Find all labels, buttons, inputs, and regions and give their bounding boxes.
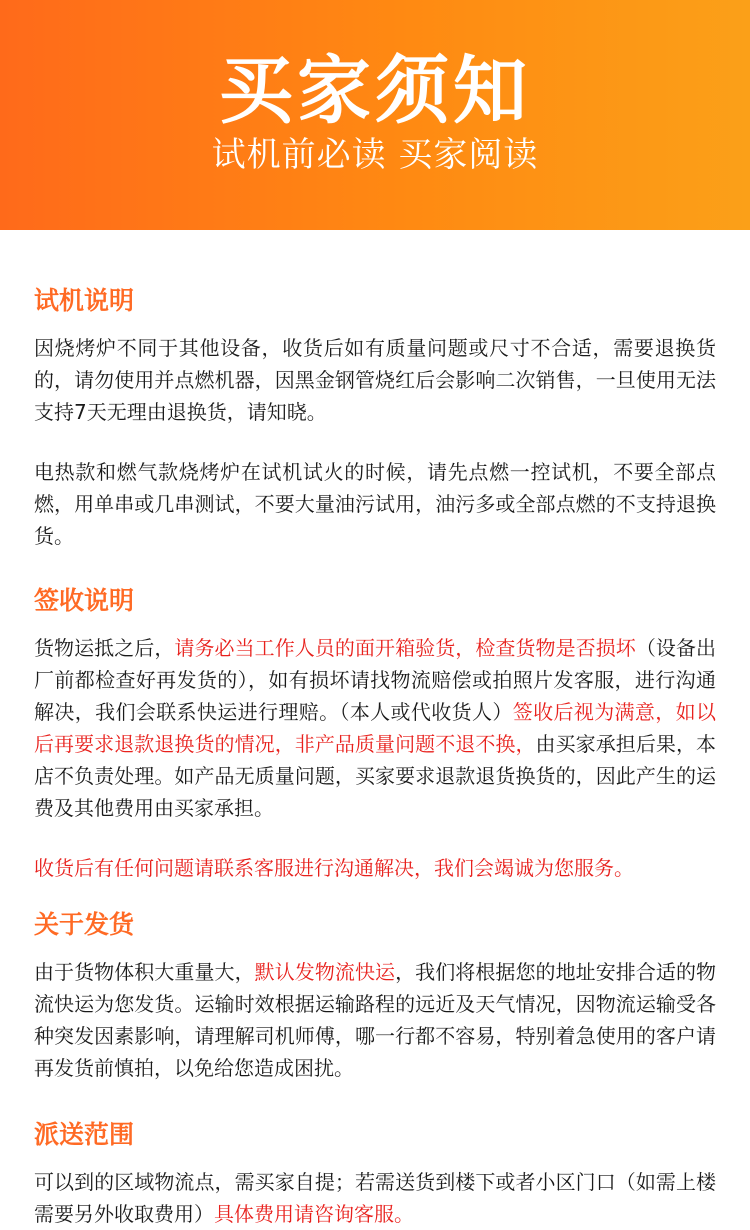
paragraph <box>34 456 716 552</box>
highlight-text: 默认发物流快运 <box>254 960 396 984</box>
text-run: 因烧烤炉不同于其他设备，收货后如有质量问题或尺寸不合适，需要退换货的，请勿使用并点燃机器，因黑金钢管烧红后会影响二次销售，一旦使用无法支持7天无理由退换货，请知晓。 <box>34 336 716 424</box>
section-trial <box>34 230 716 552</box>
section-receipt <box>34 552 716 884</box>
text-run: 由于货物体积大重量大， <box>34 960 255 984</box>
section-delivery <box>34 1084 716 1230</box>
text-run: （设备出厂前都检查好再发货的），如有损坏请找物流赔偿或拍照片发客服，进行沟通解决，我们会联系快运进行理赔。（本人或代收货人） <box>34 636 717 724</box>
section-title: 试机说明 <box>34 286 135 315</box>
section-title: 派送范围 <box>34 1120 135 1149</box>
highlight-text: 具体费用请咨询客服。 <box>214 1202 414 1226</box>
notice-content <box>0 230 750 1230</box>
page-subtitle: 试机前必读 买家阅读 <box>211 135 539 175</box>
highlight-text: 请务必当工作人员的面开箱验货，检查货物是否损坏 <box>174 636 636 660</box>
section-shipping <box>34 884 716 1084</box>
text-run: 货物运抵之后， <box>34 636 175 660</box>
text-run: 由买家承担后果，本店不负责处理。如产品无质量问题，买家要求退款退货换货的，因此产生的运费及其他费用由买家承担。 <box>34 732 717 820</box>
highlight-text: 收货后有任何问题请联系客服进行沟通解决，我们会竭诚为您服务。 <box>34 856 634 880</box>
page-title: 买家须知 <box>219 48 531 134</box>
text-run: 可以到的区域物流点，需买家自提；若需送货到楼下或者小区门口（如需上楼需要另外收取费用） <box>34 1170 716 1226</box>
paragraph <box>34 632 716 824</box>
paragraph <box>34 956 716 1084</box>
section-title: 签收说明 <box>34 586 135 615</box>
section-title: 关于发货 <box>34 910 135 939</box>
paragraph <box>34 332 716 428</box>
header-banner <box>0 0 750 230</box>
paragraph <box>34 852 716 884</box>
text-run: 电热款和燃气款烧烤炉在试机试火的时候，请先点燃一控试机，不要全部点燃，用单串或几串测试，不要大量油污试用，油污多或全部点燃的不支持退换货。 <box>34 460 716 548</box>
highlight-text: 签收后视为满意，如以后再要求退款退换货的情况，非产品质量问题不退不换， <box>34 700 717 756</box>
paragraph <box>34 1166 716 1230</box>
text-run: ，我们将根据您的地址安排合适的物流快运为您发货。运输时效根据运输路程的远近及天气情况，因物流运输受各种突发因素影响，请理解司机师傅，哪一行都不容易，特别着急使用的客户请再发货前慎拍，以免给您造成困扰。 <box>34 960 717 1080</box>
